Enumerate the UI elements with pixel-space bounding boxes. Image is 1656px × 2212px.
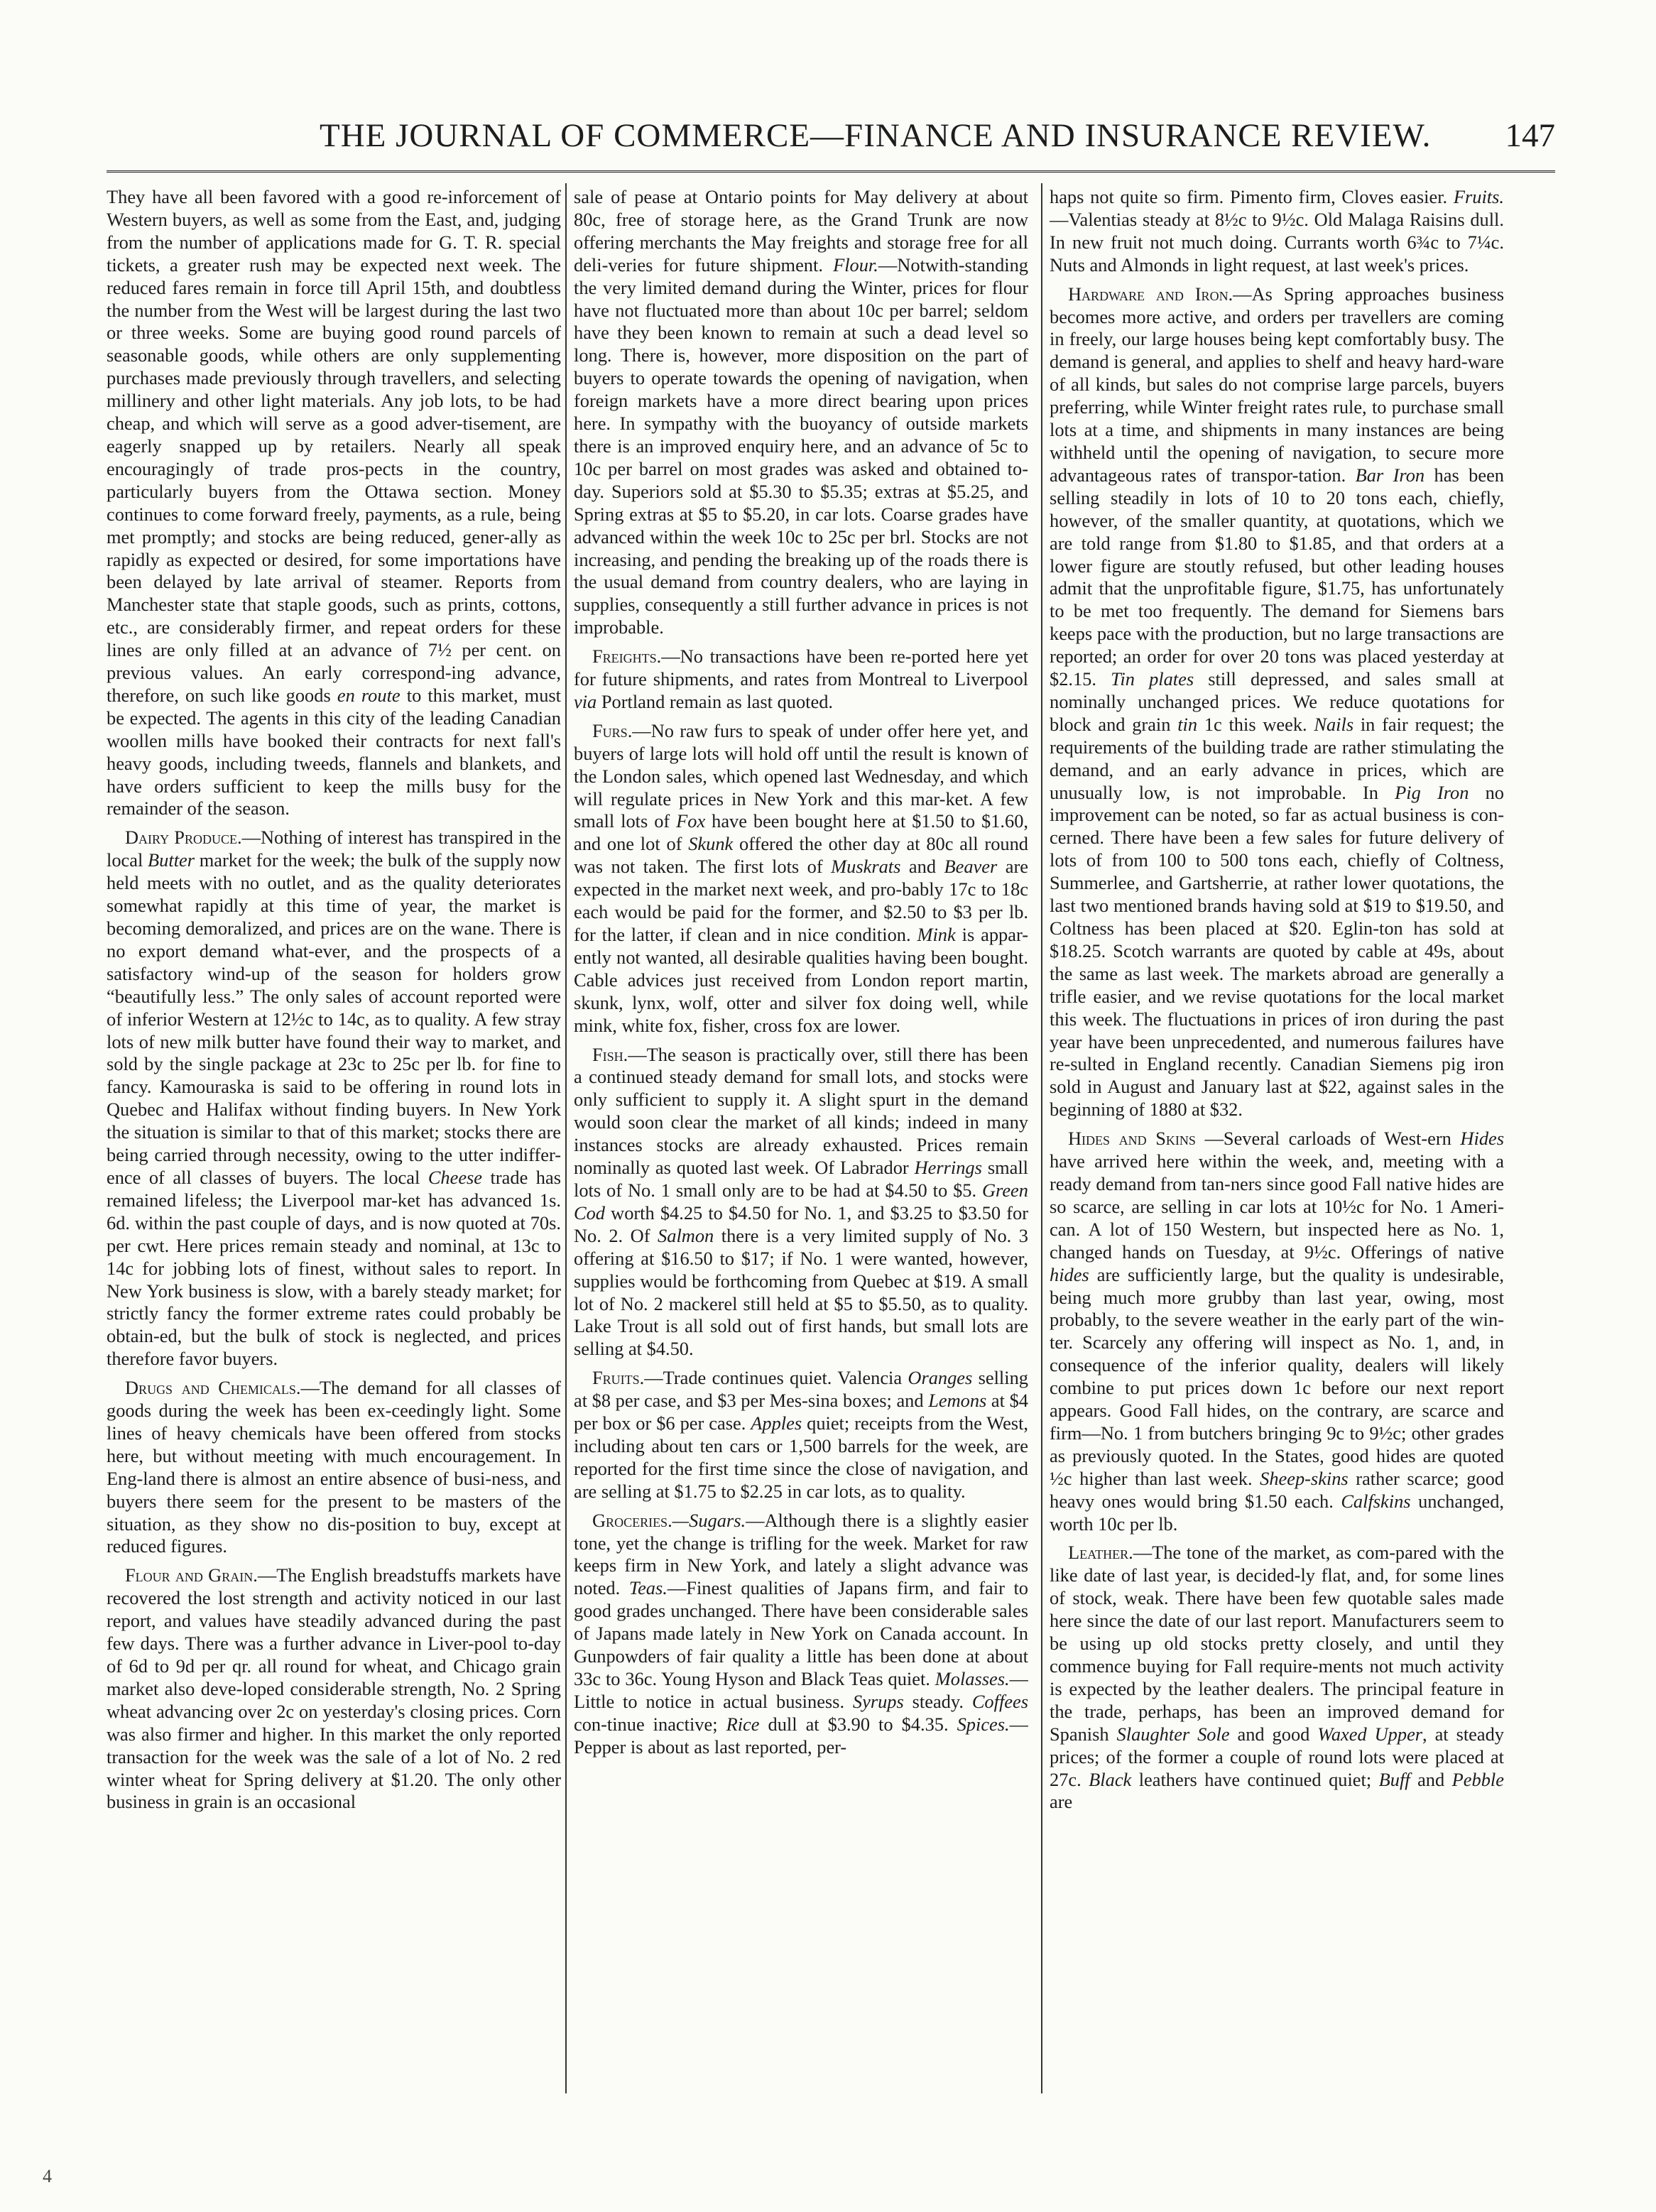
text: —The tone of the market, as com-pared with the like date of last year, is decided-ly flat, and, for some lines of stock, weak. There have been few quotable sales made here since the date of our last report. Manufacturers seem to be using up old stocks pretty closely, and until they commence buying for Fall require-ments not much activity is expected by the leather dealers. The principal feature in the trade, perhaps, has been an improved demand for Spanish xyxy=(1050,1542,1504,1745)
text: haps not quite so firm. Pimento firm, Cloves easier. xyxy=(1050,186,1448,207)
section-flour xyxy=(107,1564,561,1814)
text: Cheese xyxy=(427,1166,483,1188)
section-groceries xyxy=(574,1510,1028,1759)
column-rule xyxy=(565,183,567,2093)
text: Pebble xyxy=(1451,1768,1504,1790)
text: have been bought here at $1.50 to $1.60, and one lot of xyxy=(574,810,1028,855)
section-heading: Dairy Produce. xyxy=(125,827,242,849)
text: en route xyxy=(337,684,401,706)
text: Nails xyxy=(1314,713,1354,735)
text: Beaver xyxy=(944,856,998,878)
page-header xyxy=(107,114,1555,163)
section-furs xyxy=(574,720,1028,1037)
text: tin xyxy=(1177,713,1198,735)
text: Tin plates xyxy=(1111,668,1194,690)
text: Muskrats xyxy=(831,856,901,878)
text: Molasses. xyxy=(935,1668,1010,1689)
text: are xyxy=(1050,1791,1073,1813)
margin-mark: 4 xyxy=(43,2166,52,2186)
text: Waxed Upper xyxy=(1317,1723,1423,1745)
text: —Although there is a slightly easier tone, yet the change is trifling for the week. Market for raw keeps firm in New York, and lately a slight advance was noted. xyxy=(574,1509,1028,1599)
section-heading: Drugs and Chemicals. xyxy=(125,1377,301,1399)
text: have arrived here within the week, and, meeting with a ready demand from tan-ners since good Fall native hides are so scarce, are selling in car lots at 10½c for No. 1 Ameri-can. A lot of 150 Western, but inspected here as No. 1, changed hands on Tuesday, at 9½c. Offerings of native xyxy=(1050,1150,1504,1263)
text: —Trade continues quiet. Valencia xyxy=(644,1367,903,1389)
text: Skunk xyxy=(688,833,734,855)
text: —Notwith-standing the very limited demand during the Winter, prices for flour have not fluctuated more than about 10c per barrel; seldom have they been known to remain at such a dead level so long. There is, however, more disposition on the part of buyers to operate towards the opening of navigation, when foreign markets have a more direct bearing upon prices here. In sympathy with the buoyancy of outside markets there is an improved enquiry here, and an advance of 5c to 10c per barrel on most grades was asked and obtained to-day. Superiors sold at $5.30 to $5.35; extras at $5.25, and Spring extras at $5 to $5.20, in car lots. Coarse grades have advanced within the week 10c to 25c per brl. Stocks are not increasing, and pending the breaking up of the roads there is the usual demand from country dealers, who are laying in supplies, consequently a still further advance in prices is not improbable. xyxy=(574,254,1028,638)
text: rather scarce; good heavy ones would bring $1.50 each. xyxy=(1050,1467,1504,1512)
text: —Finest qualities of Japans firm, and fair to good grades unchanged. There have been considerable sales of Japans made lately in New York on Canada account. In Gunpowders of fair quality a little has been done at about 33c to 36c. Young Hyson and Black Teas quiet. xyxy=(574,1577,1028,1689)
text: steady. xyxy=(912,1690,964,1712)
text: and xyxy=(908,856,937,878)
text: —Sugars. xyxy=(672,1509,746,1531)
text: Fox xyxy=(676,810,706,832)
text: , at steady prices; of the former a couple of round lots were placed at 27c. xyxy=(1050,1723,1504,1790)
column-1 xyxy=(107,186,561,2103)
text: Slaughter Sole xyxy=(1116,1723,1230,1745)
text: via xyxy=(574,690,597,712)
text: Flour. xyxy=(833,254,878,276)
section-fish xyxy=(574,1044,1028,1361)
text: Herrings xyxy=(914,1157,982,1179)
text: con-tinue inactive; xyxy=(574,1713,718,1735)
text: —Several carloads of West-ern xyxy=(1204,1128,1451,1150)
text: —Valentias steady at 8½c to 9½c. Old Malaga Raisins dull. In new fruit not much doing. Currants worth 6¾c to 7¼c. Nuts and Almonds in light request, at last week's prices. xyxy=(1050,208,1504,276)
column-rule xyxy=(1041,183,1042,2093)
text: still depressed, and sales small at nominally unchanged prices. We reduce quotations for block and grain xyxy=(1050,668,1504,735)
section-heading: Fruits. xyxy=(592,1367,645,1389)
text: Syrups xyxy=(852,1690,904,1712)
text: Pig Iron xyxy=(1395,781,1469,803)
section-hardware xyxy=(1050,283,1504,1122)
text: market for the week; the bulk of the supply now held meets with no outlet, and as the quality deteriorates somewhat rapidly at this time of year, the market is becoming demoralized, and prices are on the wane. There is no export demand what-ever, and the prospects of a satisfactory wind-up of the season for holders grow “beautifully less.” The only sales of account reported were of inferior Western at 12½c to 14c, as to quality. A few stray lots of new milk butter have found their way to market, and sold by the single package at 23c to 25c per lb. for fine to fancy. Kamouraska is said to be offering in round lots in Quebec and Halifax without finding buyers. In New York the situation is similar to that of this market; stocks there are being carried through necessity, owing to the utter indiffer-ence of all classes of buyers. The local xyxy=(107,849,561,1188)
text: is appar-ently not wanted, all desirable qualities having been bought. Cable advices just received from London report martin, skunk, lynx, wolf, otter and silver fox doing well, while mink, white fox, fisher, cross fox are lower. xyxy=(574,924,1028,1036)
column-2 xyxy=(574,186,1028,2103)
page-number: 147 xyxy=(1505,117,1555,154)
text: offered the other day at 80c all round was not taken. The first lots of xyxy=(574,833,1028,878)
text: —Nothing of interest has transpired in the local xyxy=(107,827,561,871)
text: Apples xyxy=(751,1412,802,1434)
text: Fruits. xyxy=(1453,186,1504,207)
text: —The season is practically over, still there has been a continued steady demand for small lots, and stocks were only sufficient to supply it. A slight spurt in the demand would soon clear the market of all kinds; indeed in many instances stocks are already exhausted. Prices remain nominally as quoted last week. Of Labrador xyxy=(574,1043,1028,1179)
section-heading: Hides and Skins xyxy=(1068,1128,1196,1150)
text: and good xyxy=(1237,1723,1310,1745)
text: Spices. xyxy=(957,1713,1010,1735)
text: worth $4.25 to $4.50 for No. 1, and $3.25 to $3.50 for No. 2. Of xyxy=(574,1202,1028,1246)
text: —Little to notice in actual business. xyxy=(574,1668,1028,1712)
text: Black xyxy=(1089,1768,1132,1790)
text: Green Cod xyxy=(574,1179,1028,1224)
text: —The demand for all classes of goods during the week has been ex-ceedingly light. Some lines of heavy chemicals have been offered from stocks here, but without meeting with much encouragement. In Eng-land there is almost an entire absence of busi-ness, and buyers there seem for the present to be masters of the situation, as they show no dis-position to buy, except at reduced figures. xyxy=(107,1377,561,1557)
text: —As Spring approaches business becomes more active, and orders per travellers are coming in freely, our large houses being kept comfortably busy. The demand is general, and applies to shelf and heavy hard-ware of all kinds, but sales do not comprise large parcels, buyers preferring, while Winter freight rates rule, to purchase small lots at a time, and shipments in many instances are being withheld until the opening of navigation, to secure more advantageous rates of transpor-tation. xyxy=(1050,283,1504,486)
text: and xyxy=(1417,1768,1445,1790)
text: selling at $8 per case, and $3 per Mes-sina boxes; and xyxy=(574,1367,1028,1412)
section-fruits xyxy=(574,1367,1028,1503)
text: trade has remained lifeless; the Liverpool mar-ket has advanced 1s. 6d. within the past couple of days, and is now quoted at 70s. per cwt. Here prices remain steady and nominal, at 13c to 14c for jobbing lots of finest, without sales to report. In New York business is slow, with a barely steady market; for strictly fancy the former extreme rates could probably be obtain-ed, but the bulk of stock is neglected, and prices therefore favor buyers. xyxy=(107,1166,561,1370)
section-freights xyxy=(574,645,1028,714)
text: has been selling steadily in lots of 10 to 20 tons each, chiefly, however, of the smaller quantity, at quotations, which we are told range from $1.80 to $1.85, and that orders at a lower figure are stoutly refused, but other leading houses admit that the unprofitable figure, $1.75, has unfortunately to be met too frequently. The demand for Siemens bars keeps pace with the production, but no large transactions are reported; an order for over 20 tons was placed yesterday at $2.15. xyxy=(1050,464,1504,690)
section-drugs xyxy=(107,1377,561,1558)
text: —No raw furs to speak of under offer here yet, and buyers of large lots will hold off until the result is known of the London sales, which opened last Wednesday, and which will regulate prices in New York and this mar-ket. A few small lots of xyxy=(574,719,1028,832)
text: —The English breadstuffs markets have recovered the lost strength and activity noticed in our last report, and values have steadily advanced during the past few days. There was a further advance in Liver-pool to-day of 6d to 9d per qr. all round for wheat, and Chicago grain market also deve-loped considerable strength, No. 2 Spring wheat advancing over 2c on yesterday's closing prices. Corn was also firmer and higher. In this market the only reported transaction for the week was the sale of a lot of No. 2 red winter wheat for Spring delivery at $1.20. The only other business in grain is an occasional xyxy=(107,1564,561,1813)
text: small lots of No. 1 small only are to be had at $4.50 to $5. xyxy=(574,1157,1028,1201)
text: Portland remain as last quoted. xyxy=(601,690,834,712)
journal-title: THE JOURNAL OF COMMERCE—FINANCE AND INSURANCE REVIEW. xyxy=(320,117,1432,154)
text: Buff xyxy=(1378,1768,1410,1790)
text: 1c this week. xyxy=(1204,713,1307,735)
text: unchanged, worth 10c per lb. xyxy=(1050,1490,1504,1535)
text: quiet; receipts from the West, including about ten cars or 1,500 barrels for the week, are reported for the first time since the close of navigation, and are selling at $1.75 to $2.25 in car lots, as to quality. xyxy=(574,1412,1028,1502)
text: Teas. xyxy=(628,1577,668,1599)
text: no improvement can be noted, so far as actual business is con-cerned. There have been a few sales for future delivery of lots of from 100 to 500 tons each, chiefly of Coltness, Summerlee, and Gartsherrie, at rather lower quotations, the last two mentioned brands having sold at $19 to $19.50, and Coltness has been placed at $20. Eglin-ton has sold at $18.25. Scotch warrants are quoted by cable at 49s, about the same as last week. The markets abroad are generally a trifle easier, and we revise quotations for the local market this week. The fluctuations in prices of iron during the past year have been unprecedented, and numerous failures have re-sulted in England recently. Canadian Siemens pig iron sold in August and January last at $22, against sales in the beginning of 1880 at $32. xyxy=(1050,781,1504,1121)
text: They have all been favored with a good re-inforcement of Western buyers, as well as some from the East, and, judging from the number of applications made for G. T. R. special tickets, a greater rush may be expected next week. The reduced fares remain in force till April 15th, and doubtless the number from the West will be largest during the last two or three weeks. Some are buying good round parcels of seasonable goods, while others are only supplementing purchases made previously through travellers, and selecting millinery and other light materials. Any job lots, to be had cheap, and which will serve as a good adver-tisement, are eagerly snapped up by retailers. Nearly all speak encouragingly of trade pros-pects in the country, particularly buyers from the Ottawa section. Money continues to come forward freely, payments, as a rule, being met promptly; and stocks are being reduced, gener-ally as rapidly as expected or desired, for some importations have been delayed by late arrival of steamer. Reports from Manchester state that staple goods, such as prints, cottons, etc., are considerably firmer, and repeat orders for these lines are only filled at an advance of 7½ per cent. on previous values. An early correspond-ing advance, therefore, on such like goods xyxy=(107,186,561,706)
section-dairy xyxy=(107,827,561,1371)
text: Lemons xyxy=(928,1390,987,1412)
section-heading: Fish. xyxy=(592,1043,628,1065)
column-3 xyxy=(1050,186,1504,2103)
text: at $4 per box or $6 per case. xyxy=(574,1390,1028,1434)
text: Salmon xyxy=(658,1224,714,1246)
text: are expected in the market next week, and pro-bably 17c to 18c each would be paid for the former, and $2.50 to $3 per lb. for the latter, if clean and in nice condition. xyxy=(574,856,1028,945)
text: Butter xyxy=(148,849,195,871)
text: to this market, must be expected. The agents in this city of the leading Canadian woollen mills have booked their contracts for next fall's heavy goods, including tweeds, flannels and blankets, and have orders sufficient to keep the mills busy for the remainder of the season. xyxy=(107,684,561,819)
paragraph xyxy=(574,186,1028,639)
paragraph xyxy=(1050,186,1504,277)
text: sale of pease at Ontario points for May delivery at about 80c, free of storage here, as the Grand Trunk are now offering merchants the May freights and storage free for all deli-veries for future shipment. xyxy=(574,186,1028,276)
section-hides xyxy=(1050,1128,1504,1535)
text: —Pepper is about as last reported, per- xyxy=(574,1713,1028,1758)
text: Calfskins xyxy=(1341,1490,1411,1512)
text: Rice xyxy=(726,1713,760,1735)
text: there is a very limited supply of No. 3 offering at $16.50 to $17; if No. 1 were wanted, however, supplies would be forthcoming from Quebec at $19. A small lot of No. 2 mackerel still held at $5 to $5.50, as to quality. Lake Trout is all sold out of first hands, but small lots are selling at $4.50. xyxy=(574,1224,1028,1360)
text: dull at $3.90 to $4.35. xyxy=(768,1713,949,1735)
text: Coffees xyxy=(971,1690,1028,1712)
text: —No transactions have been re-ported here yet for future shipments, and rates from Montreal to Liverpool xyxy=(574,645,1028,690)
text: Bar Iron xyxy=(1355,464,1425,486)
section-heading: Freights. xyxy=(592,645,662,668)
section-heading: Flour and Grain. xyxy=(125,1564,258,1586)
text: in fair request; the requirements of the building trade are rather stimulating the demand, and an early advance in prices, which are unusually low, is not improbable. In xyxy=(1050,713,1504,803)
section-heading: Furs. xyxy=(592,719,633,741)
text: are sufficiently large, but the quality is undesirable, being much more grubby than last year, owing, most probably, to the severe weather in the early part of the win-ter. Scarcely any offering will inspect as No. 1, and, in consequence of the inferior quality, dealers will likely combine to put prices down 1c before our next report appears. Good Fall hides, on the contrary, are scarce and firm—No. 1 from butchers bringing 9c to 9½c; other grades as previously quoted. In the States, good hides are quoted ½c higher than last week. xyxy=(1050,1263,1504,1489)
text: Sheep-skins xyxy=(1260,1467,1349,1489)
text: leathers have continued quiet; xyxy=(1138,1768,1372,1790)
section-heading: Groceries. xyxy=(592,1509,672,1531)
section-heading: Hardware and Iron. xyxy=(1068,283,1233,305)
paragraph xyxy=(107,186,561,820)
text: Oranges xyxy=(908,1367,973,1389)
header-rule xyxy=(107,170,1555,173)
section-heading: Leather. xyxy=(1068,1542,1133,1564)
text: Hides xyxy=(1460,1128,1504,1150)
text: hides xyxy=(1050,1263,1089,1285)
text: Mink xyxy=(917,924,956,945)
section-leather xyxy=(1050,1542,1504,1814)
